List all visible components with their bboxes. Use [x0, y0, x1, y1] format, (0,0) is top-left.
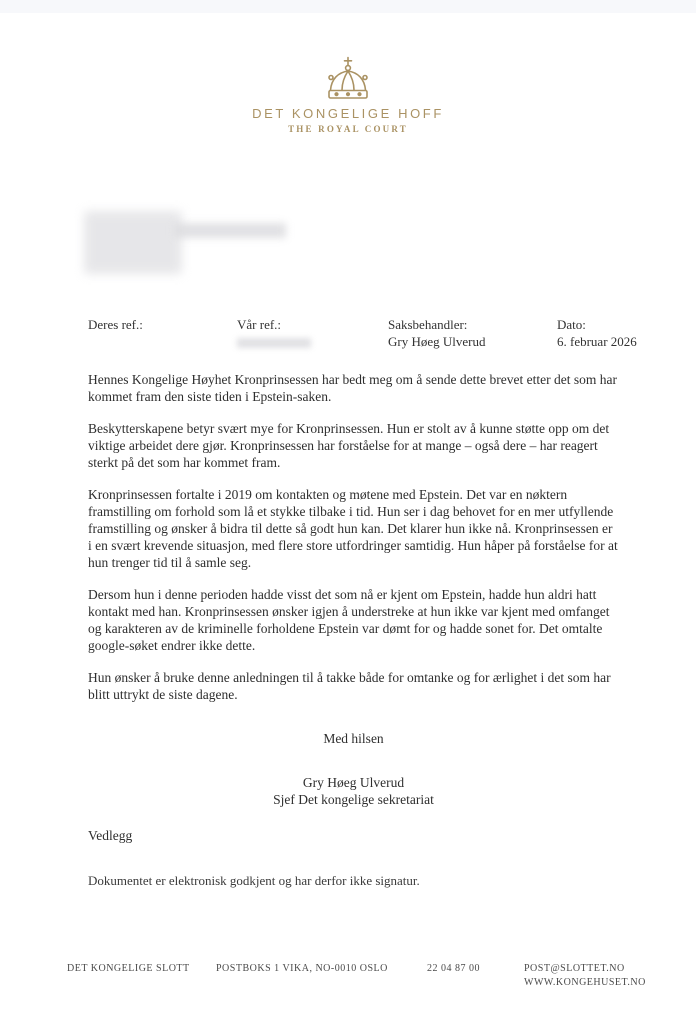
org-name: DET KONGELIGE HOFF [252, 106, 444, 121]
signature-title: Sjef Det kongelige sekretariat [273, 792, 434, 807]
letter-body [88, 371, 619, 889]
page-top-edge [0, 0, 696, 13]
redacted-recipient-line [174, 223, 286, 238]
footer-email: POST@SLOTTET.NO [524, 963, 625, 974]
letterhead [0, 56, 696, 134]
paragraph-3: Kronprinsessen fortalte i 2019 om kontakten og møtene med Epstein. Det var en nøktern framstilling om forhold som lå et stykke tilbake i tid. Hun ser i dag behovet for en mer utfyllende framstilling og ønsker å bidra til dette så godt hun kan. Det klarer hun ikke nå. Kronprinsessen er i en svært krevende situasjon, med flere store utfordringer samtidig. Hun håper på forståelse for at hun trenger tid til å samle seg. [88, 487, 618, 570]
dato-field [557, 316, 637, 350]
closing-phrase: Med hilsen [323, 731, 384, 746]
saksbehandler-value: Gry Høeg Ulverud [388, 334, 486, 349]
org-subtitle: THE ROYAL COURT [288, 124, 408, 134]
redacted-var-ref-value [237, 338, 311, 348]
footer-phone: 22 04 87 00 [427, 963, 480, 974]
redacted-recipient-address [84, 211, 182, 274]
deres-ref-field [88, 316, 143, 333]
dato-label: Dato: [557, 317, 586, 332]
var-ref-label: Vår ref.: [237, 317, 282, 332]
footer-address-postal: POSTBOKS 1 VIKA, NO-0010 OSLO [216, 963, 388, 974]
signature-name: Gry Høeg Ulverud [302, 775, 405, 790]
paragraph-1: Hennes Kongelige Høyhet Kronprinsessen har bedt meg om å sende dette brevet etter det som har kommet fram den siste tiden i Epstein-saken. [88, 372, 617, 404]
attachment-label: Vedlegg [88, 828, 133, 843]
paragraph-4: Dersom hun i denne perioden hadde visst det som nå er kjent om Epstein, hadde hun aldri hatt kontakt med han. Kronprinsessen ønsker igjen å understreke at hun ikke var kjent med omfanget og karakteren av de kriminelle forholdene Epstein var dømt for og hadde sonet for. Det omtalte google-søket endrer ikke dette. [88, 587, 610, 653]
crown-icon [324, 56, 372, 102]
dato-value: 6. februar 2026 [557, 334, 637, 349]
paragraph-2: Beskytterskapene betyr svært mye for Kronprinsessen. Hun er stolt av å kunne støtte opp om det viktige arbeidet dere gjør. Kronprinsessen har forståelse for at mange – også dere – har reagert sterkt på det som har kommet fram. [88, 421, 610, 470]
signature-block [88, 774, 619, 808]
footer-website: WWW.KONGEHUSET.NO [524, 977, 646, 988]
var-ref-field [237, 316, 311, 348]
saksbehandler-field [388, 316, 485, 350]
saksbehandler-label: Saksbehandler: [388, 317, 468, 332]
deres-ref-label: Deres ref.: [88, 317, 143, 332]
paragraph-5: Hun ønsker å bruke denne anledningen til å takke både for omtanke og for ærlighet i det som har blitt uttrykt de siste dagene. [88, 670, 611, 702]
footer-address-name: DET KONGELIGE SLOTT [67, 963, 190, 974]
footer-contact [524, 962, 646, 990]
electronic-signature-note: Dokumentet er elektronisk godkjent og har derfor ikke signatur. [88, 873, 420, 888]
